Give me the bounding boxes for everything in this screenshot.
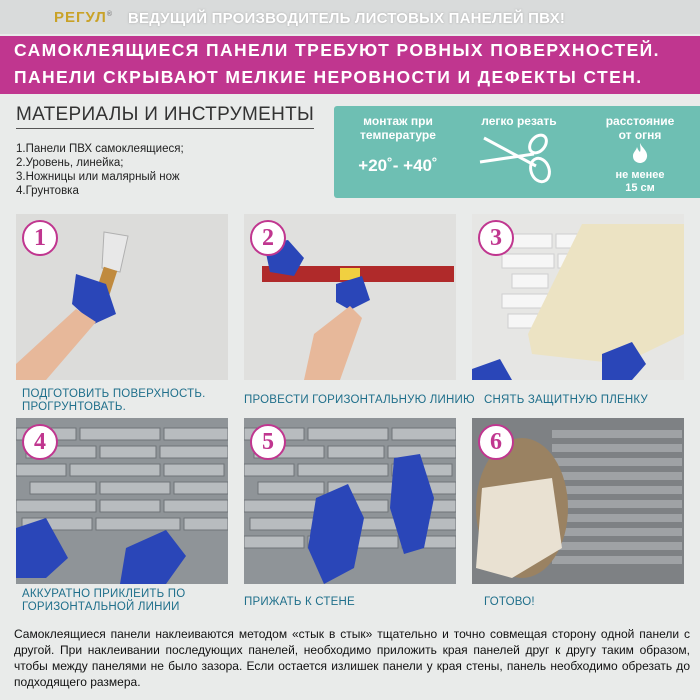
- banner-line-1: САМОКЛЕЯЩИЕСЯ ПАНЕЛИ ТРЕБУЮТ РОВНЫХ ПОВЕРХНОСТЕЙ.: [14, 40, 660, 60]
- step-number-badge: 6: [478, 424, 514, 460]
- tagline: ВЕДУЩИЙ ПРОИЗВОДИТЕЛЬ ЛИСТОВЫХ ПАНЕЛЕЙ ПВХ!: [128, 10, 566, 27]
- banner-line-2: ПАНЕЛИ СКРЫВАЮТ МЕЛКИЕ НЕРОВНОСТИ И ДЕФЕКТЫ СТЕН.: [14, 67, 643, 87]
- step-3-caption: СНЯТЬ ЗАЩИТНУЮ ПЛЕНКУ: [484, 394, 648, 406]
- feature-fire-label: расстояние от огня: [605, 114, 675, 142]
- step-2-caption: ПРОВЕСТИ ГОРИЗОНТАЛЬНУЮ ЛИНИЮ: [244, 394, 475, 406]
- fire-distance-value: не менее 15 см: [615, 169, 665, 194]
- step-number-badge: 4: [22, 424, 58, 460]
- feature-fire-distance: [576, 106, 700, 198]
- step-number-badge: 2: [250, 220, 286, 256]
- materials-item: 2.Уровень, линейка;: [16, 157, 124, 169]
- step-6-photo: [472, 418, 684, 584]
- feature-easy-cut-label: легко резать: [481, 114, 557, 128]
- step-1-photo: [16, 214, 228, 380]
- step-number-badge: 5: [250, 424, 286, 460]
- materials-list: [16, 142, 184, 198]
- materials-item: 1.Панели ПВХ самоклеящиеся;: [16, 143, 184, 155]
- feature-temperature: [334, 106, 462, 198]
- divider: [16, 128, 314, 129]
- feature-easy-cut: [455, 106, 583, 198]
- step-3-photo: [472, 214, 684, 380]
- headline-banner: [0, 36, 700, 94]
- step-number-badge: 1: [22, 220, 58, 256]
- temperature-value: +20˚- +40˚: [358, 156, 438, 175]
- feature-temperature-label: монтаж при температуре: [360, 114, 436, 142]
- scissors-icon: [474, 130, 564, 192]
- step-6-caption: ГОТОВО!: [484, 596, 535, 608]
- materials-item: 3.Ножницы или малярный нож: [16, 171, 180, 183]
- fire-icon: [628, 142, 652, 164]
- materials-item: 4.Грунтовка: [16, 185, 79, 197]
- materials-title: МАТЕРИАЛЫ И ИНСТРУМЕНТЫ: [16, 104, 315, 125]
- step-4-caption: АККУРАТНО ПРИКЛЕИТЬ ПО ГОРИЗОНТАЛЬНОЙ ЛИНИИ: [22, 588, 186, 613]
- step-5-photo: [244, 418, 456, 584]
- instructions-text: Самоклеящиеся панели наклеиваются методом «стык в стык» тщательно и точно совмещая сторону одной панели с другой. При наклеивании последующих панелей, необходимо приложить края панелей друг к другу таким образом, чтобы между панелями не было зазора. Если остается излишек панели у края стены, панель необходимо обрезать до подходящего размера.: [14, 627, 690, 689]
- step-number-badge: 3: [478, 220, 514, 256]
- top-bar: [0, 0, 700, 34]
- step-4-photo: [16, 418, 228, 584]
- step-1-caption: ПОДГОТОВИТЬ ПОВЕРХНОСТЬ. ПРОГРУНТОВАТЬ.: [22, 388, 206, 413]
- step-5-caption: ПРИЖАТЬ К СТЕНЕ: [244, 596, 355, 608]
- brand-logo: РЕГУЛ®: [54, 9, 113, 26]
- step-2-photo: [244, 214, 456, 380]
